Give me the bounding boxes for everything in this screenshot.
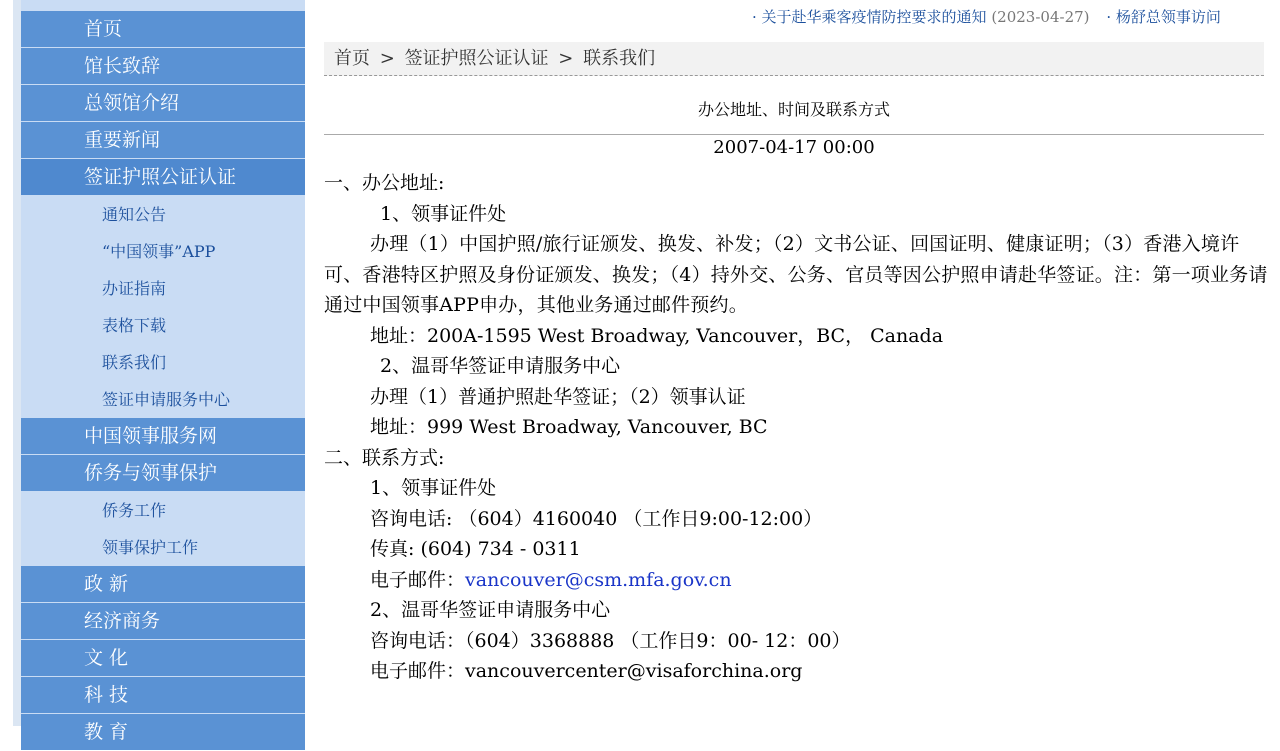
sidebar-subitem-13[interactable]: 侨务工作 — [102, 501, 167, 520]
sidebar-item-16[interactable]: 经济商务 — [21, 603, 305, 639]
sidebar-subitem-8[interactable]: 表格下载 — [102, 316, 167, 335]
sidebar-subitem-5[interactable]: 通知公告 — [102, 205, 167, 224]
office2-address: 地址：999 West Broadway, Vancouver, BC — [370, 416, 768, 438]
contact2-phone: 咨询电话：（604）3368888 （工作日9：00- 12：00） — [370, 629, 851, 652]
sidebar-item-4[interactable]: 签证护照公证认证 — [21, 159, 305, 195]
breadcrumb-separator: > — [558, 48, 574, 69]
contact1-fax: 传真: (604) 734 - 0311 — [370, 538, 581, 560]
breadcrumb — [324, 42, 1264, 76]
contact2-email: 电子邮件：vancouvercenter@visaforchina.org — [370, 660, 803, 682]
office1-address: 地址：200A-1595 West Broadway, Vancouver，BC， Canada — [370, 324, 944, 347]
sidebar-item-18[interactable]: 科 技 — [21, 677, 305, 713]
sidebar-subitem-6[interactable]: “中国领事”APP — [102, 242, 216, 261]
office-heading: 一、办公地址: — [324, 172, 445, 194]
office2-services: 办理（1）普通护照赴华签证；（2）领事认证 — [370, 385, 746, 408]
sidebar-subitem-9[interactable]: 联系我们 — [102, 353, 167, 372]
breadcrumb-separator: > — [379, 48, 395, 69]
contact1-email-line — [324, 565, 1268, 596]
contact1-email-link[interactable]: vancouver@csm.mfa.gov.cn — [465, 568, 732, 591]
news-ticker — [752, 6, 1243, 28]
contact2-heading: 2、温哥华签证申请服务中心 — [370, 599, 611, 621]
breadcrumb-section[interactable]: 签证护照公证认证 — [404, 48, 549, 69]
sidebar-item-11[interactable]: 中国领事服务网 — [21, 418, 305, 454]
sidebar-item-1[interactable]: 馆长致辞 — [21, 48, 305, 84]
breadcrumb-home[interactable]: 首页 — [334, 48, 370, 69]
breadcrumb-current[interactable]: 联系我们 — [583, 48, 656, 69]
article-body — [324, 168, 1268, 687]
sidebar-item-2[interactable]: 总领馆介绍 — [21, 85, 305, 121]
sidebar-item-0[interactable]: 首页 — [21, 11, 305, 47]
office1-services: 办理（1）中国护照/旅行证颁发、换发、补发；（2）文书公证、回国证明、健康证明；（3）香港入境许可、香港特区护照及身份证颁发、换发；（4）持外交、公务、官员等因公护照申请赴华签证。注：第一项业务请通过中国领事APP申办，其他业务通过邮件预约。 — [324, 233, 1268, 316]
sidebar-item-12[interactable]: 侨务与领事保护 — [21, 455, 305, 491]
sidebar-item-19[interactable]: 教 育 — [21, 714, 305, 750]
contact1-phone: 咨询电话: （604）4160040 （工作日9:00-12:00） — [370, 507, 823, 530]
sidebar-item-3[interactable]: 重要新闻 — [21, 122, 305, 158]
email-label: 电子邮件： — [370, 568, 466, 591]
sidebar-nav — [21, 11, 305, 751]
contact-heading: 二、联系方式: — [324, 446, 445, 469]
sidebar-stripe — [13, 0, 21, 726]
sidebar-subitem-14[interactable]: 领事保护工作 — [102, 538, 199, 557]
sidebar-item-17[interactable]: 文 化 — [21, 640, 305, 676]
ticker-link-epidemic-notice[interactable]: · 关于赴华乘客疫情防控要求的通知 — [752, 8, 987, 26]
sidebar — [13, 0, 305, 743]
office2-heading: 2、温哥华签证申请服务中心 — [380, 355, 621, 377]
ticker-date: (2023-04-27) — [991, 8, 1090, 26]
sidebar-item-15[interactable]: 政 新 — [21, 566, 305, 602]
ticker-link-consul-visit[interactable]: · 杨舒总领事访问 — [1106, 8, 1221, 26]
office1-heading: 1、领事证件处 — [380, 202, 507, 225]
title-divider — [324, 134, 1264, 135]
article-title: 办公地址、时间及联系方式 — [697, 100, 890, 119]
article-date: 2007-04-17 00:00 — [713, 137, 875, 158]
sidebar-subitem-10[interactable]: 签证申请服务中心 — [102, 390, 231, 409]
sidebar-subitem-7[interactable]: 办证指南 — [102, 279, 167, 298]
contact1-heading: 1、领事证件处 — [370, 477, 497, 499]
